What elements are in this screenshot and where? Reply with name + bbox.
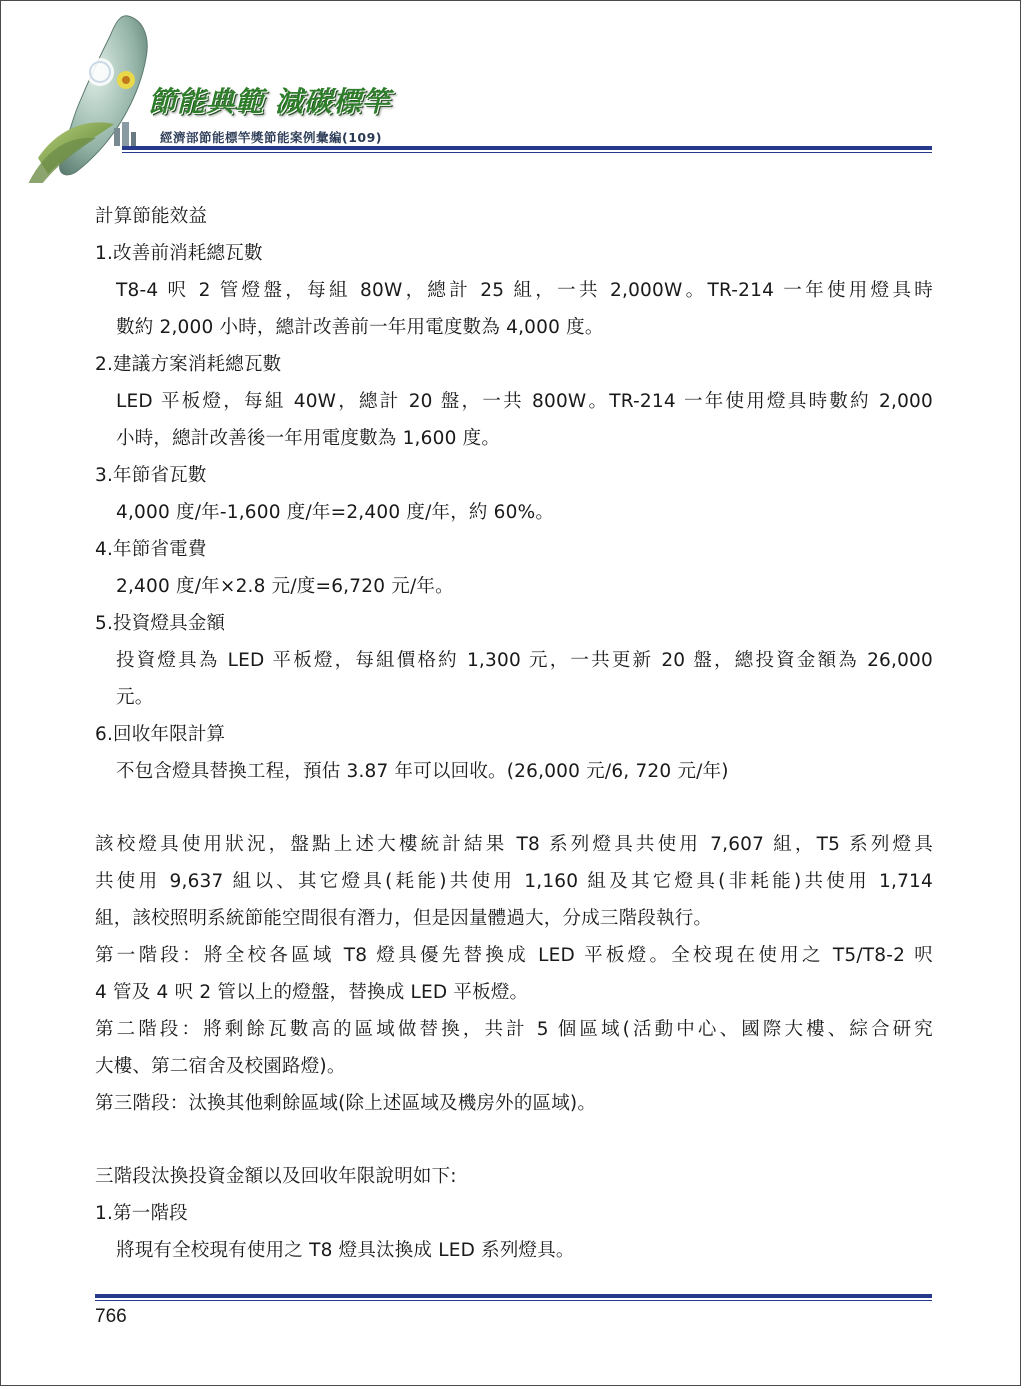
item4-text-line1: 2,400 度/年×2.8 元/度=6,720 元/年。 [116,576,454,597]
calc-heading: 計算節能效益 [95,206,208,227]
phase2-line1: 第二階段：將剩餘瓦數高的區域做替換，共計 5 個區域(活動中心、國際大樓、綜合研究 [95,1019,933,1040]
phase1-line1: 第一階段：將全校各區域 T8 燈具優先替換成 LED 平板燈。全校現在使用之 T5/T8-2 呎 [95,945,933,966]
item2-text-line2: 小時，總計改善後一年用電度數為 1,600 度。 [116,428,501,449]
invest-heading: 三階段汰換投資金額以及回收年限說明如下: [95,1166,457,1187]
item6-text-line1: 不包含燈具替換工程，預估 3.87 年可以回收。(26,000 元/6, 720 元/年) [116,761,729,782]
document-body [95,198,933,1269]
spacer [95,790,933,826]
item1-text-line1: T8-4 呎 2 管燈盤，每組 80W，總計 25 組，一共 2,000W。TR-214 一年使用燈具時 [116,280,933,301]
footer-rule-thin [95,1300,932,1301]
item1-title: 1.改善前消耗總瓦數 [95,243,263,264]
spacer [95,1122,933,1158]
header-rule-thin [122,152,932,153]
item1-text-line2: 數約 2,000 小時，總計改善前一年用電度數為 4,000 度。 [116,317,604,338]
header-rule-thick [122,146,932,150]
phase1-line2: 4 管及 4 呎 2 管以上的燈盤，替換成 LED 平板燈。 [95,982,529,1003]
phase3-line1: 第三階段：汰換其他剩餘區域(除上述區域及機房外的區域)。 [95,1093,597,1114]
item4-title: 4.年節省電費 [95,539,207,560]
brand-title: 節能典範 減碳標竿 [148,85,391,118]
page-header [0,0,1024,190]
stage1-text-line1: 將現有全校現有使用之 T8 燈具汰換成 LED 系列燈具。 [116,1240,575,1261]
item5-text-line1: 投資燈具為 LED 平板燈，每組價格約 1,300 元，一共更新 20 盤，總投資金額為 26,000 [116,650,933,671]
footer-rule-thick [95,1294,932,1298]
status-paragraph-line3: 組，該校照明系統節能空間很有潛力，但是因量體過大，分成三階段執行。 [95,908,713,929]
item2-text-line1: LED 平板燈，每組 40W，總計 20 盤，一共 800W。TR-214 一年使用燈具時數約 2,000 [116,391,933,412]
item3-text-line1: 4,000 度/年-1,600 度/年=2,400 度/年，約 60%。 [116,502,555,523]
item6-title: 6.回收年限計算 [95,724,226,745]
page-number: 766 [95,1306,127,1327]
stage1-title: 1.第一階段 [95,1203,188,1224]
item3-title: 3.年節省瓦數 [95,465,207,486]
item5-title: 5.投資燈具金額 [95,613,226,634]
status-paragraph-line1: 該校燈具使用狀況，盤點上述大樓統計結果 T8 系列燈具共使用 7,607 組，T5 系列燈具 [95,834,933,855]
item5-text-line2: 元。 [116,687,154,708]
status-paragraph-line2: 共使用 9,637 組以、其它燈具(耗能)共使用 1,160 組及其它燈具(非耗能)共使用 1,714 [95,871,933,892]
item2-title: 2.建議方案消耗總瓦數 [95,354,282,375]
brand-subtitle: 經濟部節能標竿獎節能案例彙編(109) [160,130,383,145]
phase2-line2: 大樓、第二宿舍及校園路燈)。 [95,1056,346,1077]
taiwan-map-logo-icon [18,8,168,183]
